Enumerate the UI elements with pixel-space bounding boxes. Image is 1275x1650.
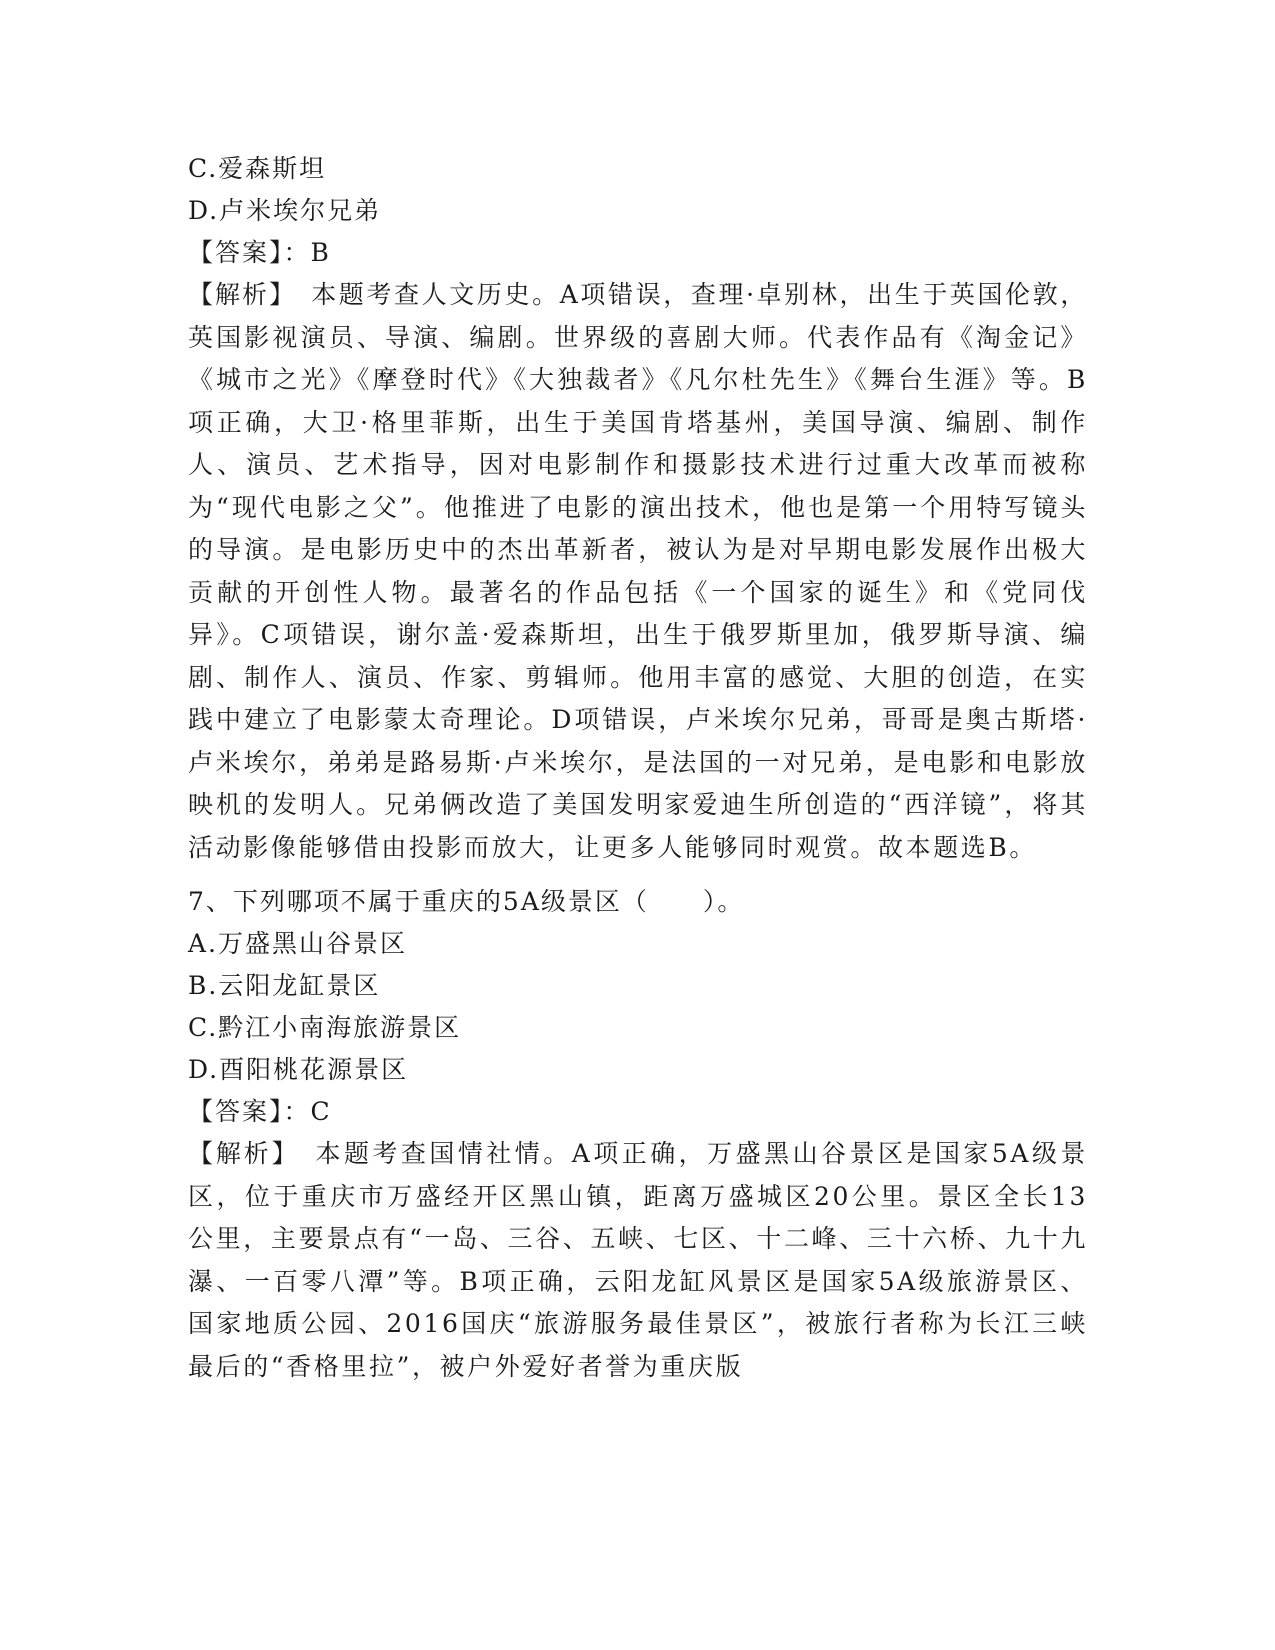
q7-analysis xyxy=(188,1133,1088,1388)
q6-option-c: C.爱森斯坦 xyxy=(188,154,327,183)
q6-option-d: D.卢米埃尔兄弟 xyxy=(188,196,382,225)
q6-analysis-text: 本题考查人文历史。A项错误，查理·卓别林，出生于英国伦敦，英国影视演员、导演、编剧。世界级的喜剧大师。代表作品有《淘金记》《城市之光》《摩登时代》《大独裁者》《凡尔杜先生》《舞台生涯》等。B项正确，大卫·格里菲斯，出生于美国肯塔基州，美国导演、编剧、制作人、演员、艺术指导，因对电影制作和摄影技术进行过重大改革而被称为“现代电影之父”。他推进了电影的演出技术，他也是第一个用特写镜头的导演。是电影历史中的杰出革新者，被认为是对早期电影发展作出极大贡献的开创性人物。最著名的作品包括《一个国家的诞生》和《党同伐异》。C项错误，谢尔盖·爱森斯坦，出生于俄罗斯里加，俄罗斯导演、编剧、制作人、演员、作家、剪辑师。他用丰富的感觉、大胆的创造，在实践中建立了电影蒙太奇理论。D项错误，卢米埃尔兄弟，哥哥是奥古斯塔·卢米埃尔，弟弟是路易斯·卢米埃尔，是法国的一对兄弟，是电影和电影放映机的发明人。兄弟俩改造了美国发明家爱迪生所创造的“西洋镜”，将其活动影像能够借由投影而放大，让更多人能够同时观赏。故本题选B。 xyxy=(188,280,1088,862)
q7-answer xyxy=(188,1091,1088,1133)
q6-analysis xyxy=(188,274,1088,869)
q7-analysis-text: 本题考查国情社情。A项正确，万盛黑山谷景区是国家5A级景区，位于重庆市万盛经开区黑山镇，距离万盛城区20公里。景区全长13公里，主要景点有“一岛、三谷、五峡、七区、十二峰、三十六桥、九十九瀑、一百零八潭”等。B项正确，云阳龙缸风景区是国家5A级旅游景区、国家地质公园、2016国庆“旅游服务最佳景区”，被旅行者称为长江三峡最后的“香格里拉”，被户外爱好者誉为重庆版 xyxy=(188,1139,1088,1381)
q6-analysis-label: 【解析】 xyxy=(188,280,284,309)
q7-answer-label: 【答案】 xyxy=(188,1097,284,1126)
q7-option-a: A.万盛黑山谷景区 xyxy=(188,929,408,958)
q6-answer xyxy=(188,232,1088,274)
q7-option-c: C.黔江小南海旅游景区 xyxy=(188,1013,462,1042)
q7-answer-value: ：C xyxy=(283,1097,332,1126)
q7-analysis-label: 【解析】 xyxy=(188,1139,287,1168)
document-content xyxy=(188,148,1088,1388)
question-spacer xyxy=(188,869,1088,881)
q6-answer-value: ：B xyxy=(283,238,331,267)
q6-answer-label: 【答案】 xyxy=(188,238,284,267)
q7-question: 7、下列哪项不属于重庆的5A级景区（ ）。 xyxy=(188,887,745,916)
q7-option-d: D.酉阳桃花源景区 xyxy=(188,1055,409,1084)
q7-option-b: B.云阳龙缸景区 xyxy=(188,971,381,1000)
